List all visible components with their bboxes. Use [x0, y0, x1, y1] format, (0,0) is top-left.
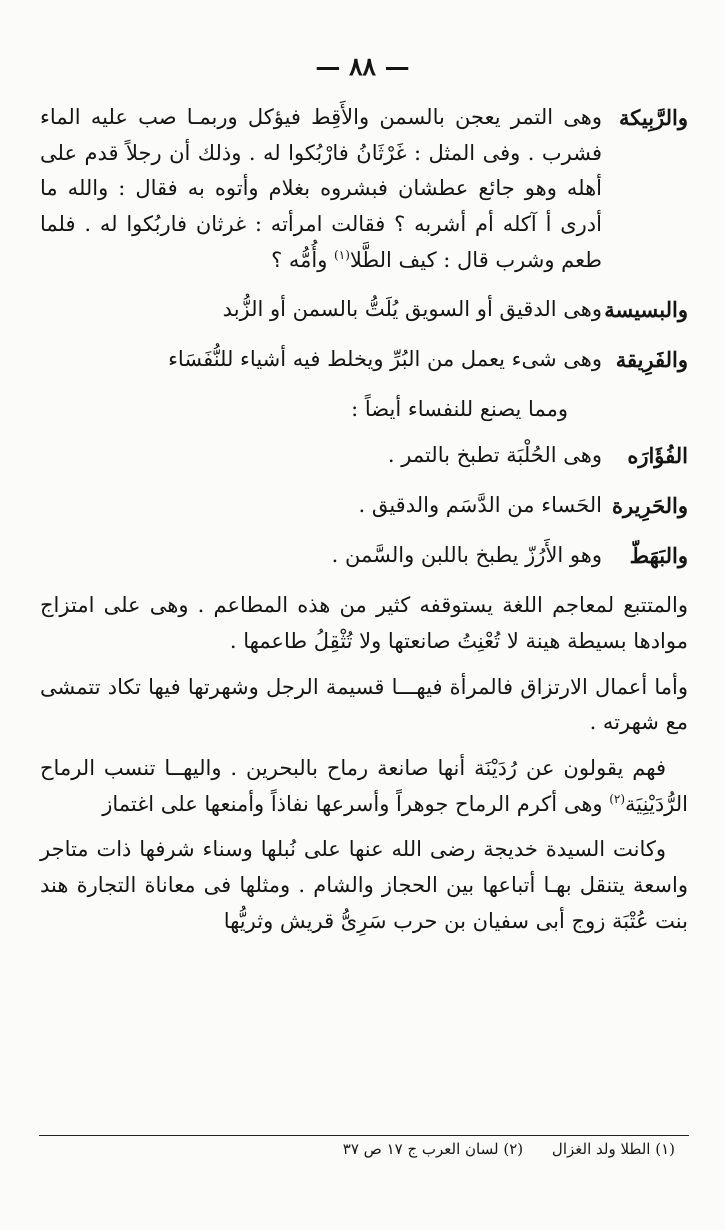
footnote-2: (٢) لسان العرب ج ١٧ ص ٣٧: [342, 1140, 524, 1158]
entry-term: والبسيسة: [604, 297, 688, 323]
entry-term: والحَرِيرة: [612, 493, 688, 519]
footnote-ref-1: (١): [334, 247, 350, 262]
footnote-1: (١) الطلا ولد الغزال: [551, 1140, 675, 1158]
page-number: — ٨٨ —: [315, 52, 410, 81]
entry-definition: وهى الدقيق أو السويق يُلَتُّ بالسمن أو الزُّبد: [222, 297, 602, 322]
intro-line: ومما يصنع للنفساء أيضاً :: [351, 397, 568, 422]
entry-definition-text: وهى التمر يعجن بالسمن والأَقِط فيؤكل وربمـا صب عليه الماء فشرب . وفى المثل : غَرْثَانُ فارْبُكوا له . وذلك أن رجلاً قدم على أهله وهو جائع عطشان فبشروه بغلام وأتوه به فقال : والله ما أدرى أ آكله أم أشربه ؟ فقالت امرأته : غرثان فاربُكوا له . فلما طعم وشرب قال : كيف الطَّلا: [40, 105, 602, 272]
entry-definition-tail: وأُمُّه ؟: [271, 247, 335, 272]
entry-term: والرَّبِيكة: [619, 105, 688, 130]
footnotes: [55, 1140, 675, 1158]
entry-harira: [40, 488, 688, 524]
footnote-ref-2: (٢): [609, 791, 626, 806]
paragraph-dictionaries: والمتتبع لمعاجم اللغة يستوقفه كثير من هذه المطاعم . وهى على امتزاج موادها بسيطة هينة لا تُعْنِتُ صانعتها ولا تُثْقِلُ طاعمها .: [40, 593, 688, 653]
paragraph-khadija: وكانت السيدة خديجة رضى الله عنها على نُبلها وسناء شرفها ذات متاجر واسعة يتنقل بهـا أتباعها بين الحجاز والشام . ومثلها فى معاناة التجارة هند بنت عُتْبَة زوج أبى سفيان بن حرب سَرِىُّ قريش وثريُّها: [40, 837, 688, 933]
entry-definition: الحَساء من الدَّسَم والدقيق .: [358, 493, 602, 518]
entry-term: الفُؤَارَه: [627, 443, 688, 469]
rudayna-tail: وهى أكرم الرماح جوهراً وأسرعها نفاذاً وأمنعها على اغتماز: [102, 791, 610, 816]
rudayna-text: فهم يقولون عن رُدَيْنَة أنها صانعة رماح بالبحرين . واليهــا تنسب الرماح الرُّدَيْنِيَة: [40, 755, 688, 816]
entry-definition: وهو الأَرُزّ يطبخ باللبن والسَّمن .: [331, 543, 602, 568]
entry-fuara: [40, 438, 688, 474]
body-text: [40, 100, 688, 949]
entry-fariqa: [40, 342, 688, 378]
entry-definition: وهى شىء يعمل من البُرِّ ويخلط فيه أشياء للنُّفَسَاء: [168, 347, 602, 372]
entry-term: والفَرِيقة: [615, 347, 688, 373]
entry-definition: وهى الحُلْبَة تطبخ بالتمر .: [387, 443, 602, 468]
entry-definition: [40, 100, 602, 278]
entry-bahatt: [40, 538, 688, 574]
paragraph-rudayna: [40, 751, 688, 822]
entry-basisa: [40, 292, 688, 328]
entry-rabika: [40, 100, 688, 278]
footnote-divider: [39, 1135, 689, 1136]
entry-term: والبَهَطّ: [629, 543, 688, 569]
paragraph-livelihood: وأما أعمال الارتزاق فالمرأة فيهـــا قسيمة الرجل وشهرتها فيها تكاد تتمشى مع شهرته .: [40, 674, 688, 735]
